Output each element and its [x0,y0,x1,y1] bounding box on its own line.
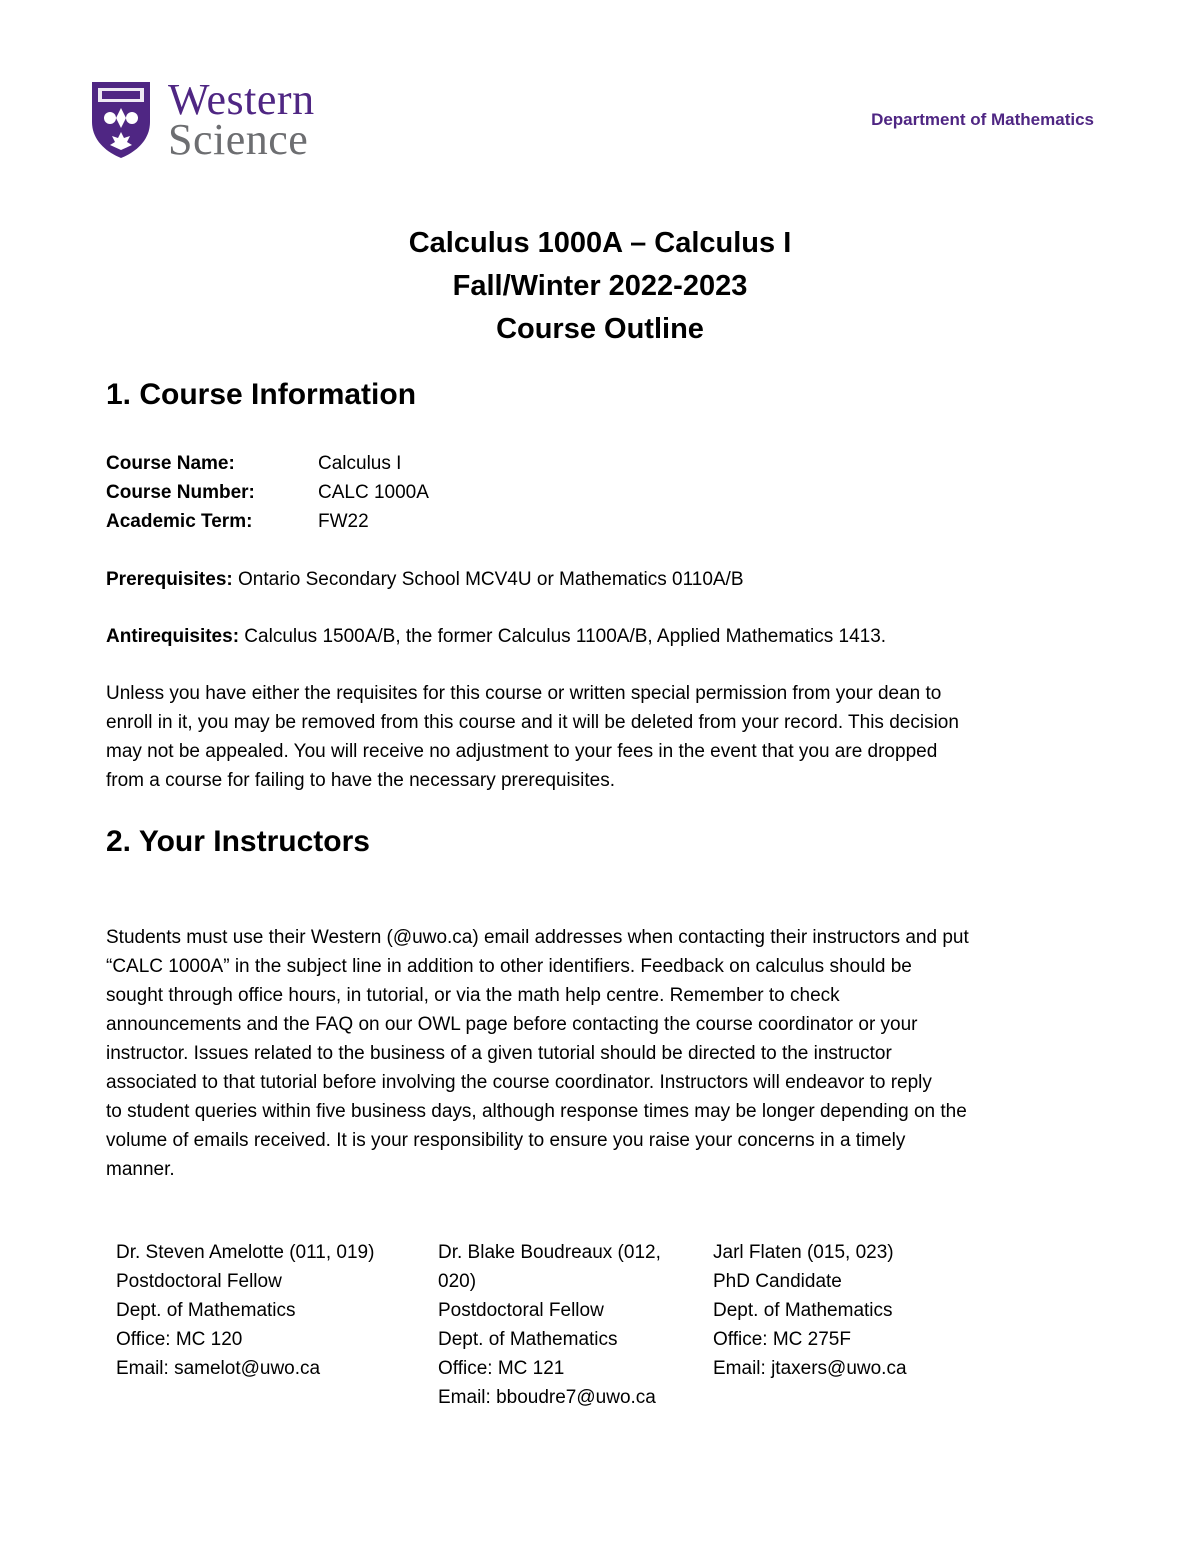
prerequisites-label: Prerequisites: [106,569,233,590]
instructor-office: Office: MC 121 [438,1358,565,1379]
info-row [106,449,429,478]
section-heading-instructors: 2. Your Instructors [106,825,370,858]
document-type: Course Outline [496,313,704,345]
info-row [106,478,429,507]
paragraph-line: from a course for failing to have the necessary prerequisites. [106,770,616,791]
info-label: Academic Term: [106,511,253,532]
instructor-department: Dept. of Mathematics [116,1300,296,1321]
instructor-card-amelotte [116,1238,426,1383]
instructor-name: Dr. Steven Amelotte (011, 019) [116,1242,375,1263]
paragraph-line: enroll in it, you may be removed from this course and it will be deleted from your record. This decision [106,712,959,733]
paragraph-line: Students must use their Western (@uwo.ca) email addresses when contacting their instructors and put [106,927,969,948]
info-label: Course Number: [106,482,255,503]
paragraph-line: to student queries within five business days, although response times may be longer depending on the [106,1101,967,1122]
info-row [106,507,429,536]
instructor-position: Postdoctoral Fellow [116,1271,282,1292]
department-label: Department of Mathematics [871,110,1094,129]
instructor-office: Office: MC 120 [116,1329,243,1350]
instructor-card-boudreaux [438,1238,700,1412]
course-title: Calculus 1000A – Calculus I [408,227,792,259]
paragraph-line: volume of emails received. It is your responsibility to ensure you raise your concerns in a timely [106,1130,906,1151]
section-heading-course-information: 1. Course Information [106,378,417,411]
info-value: FW22 [318,511,369,532]
instructor-card-flaten [713,1238,1013,1383]
info-label: Course Name: [106,453,235,474]
paragraph-line: manner. [106,1159,175,1180]
instructor-office: Office: MC 275F [713,1329,851,1350]
prerequisites-text: Ontario Secondary School MCV4U or Mathematics 0110A/B [232,569,744,590]
logo-word-western: Western [168,75,315,124]
instructor-email: Email: jtaxers@uwo.ca [713,1358,907,1379]
course-title-block [0,222,1200,351]
paragraph-line: associated to that tutorial before involving the course coordinator. Instructors will endeavor to reply [106,1072,932,1093]
paragraph-line: announcements and the FAQ on our OWL page before contacting the course coordinator or your [106,1014,918,1035]
paragraph-line: may not be appealed. You will receive no adjustment to your fees in the event that you are dropped [106,741,938,762]
paragraph-line: Unless you have either the requisites for this course or written special permission from your dean to [106,683,942,704]
instructor-department: Dept. of Mathematics [438,1329,618,1350]
course-term: Fall/Winter 2022-2023 [452,270,748,302]
instructor-position: Postdoctoral Fellow [438,1300,604,1321]
antirequisites-label: Antirequisites: [106,626,240,647]
info-value: CALC 1000A [318,482,429,503]
instructor-name: Dr. Blake Boudreaux (012, [438,1242,661,1263]
instructor-name-cont: 020) [438,1271,477,1292]
instructor-position: PhD Candidate [713,1271,842,1292]
antirequisites-text: Calculus 1500A/B, the former Calculus 1100A/B, Applied Mathematics 1413. [239,626,887,647]
requisites-notice-paragraph [106,679,1106,795]
instructor-email: Email: bboudre7@uwo.ca [438,1387,656,1408]
paragraph-line: “CALC 1000A” in the subject line in addition to other identifiers. Feedback on calculus should be [106,956,912,977]
western-science-logo [88,75,348,164]
instructor-name: Jarl Flaten (015, 023) [713,1242,894,1263]
western-shield-icon [88,78,154,160]
antirequisites-paragraph [106,622,1106,651]
info-value: Calculus I [318,453,402,474]
instructor-department: Dept. of Mathematics [713,1300,893,1321]
instructor-email: Email: samelot@uwo.ca [116,1358,321,1379]
paragraph-line: sought through office hours, in tutorial, or via the math help centre. Remember to check [106,985,840,1006]
course-info-table [106,449,429,536]
prerequisites-paragraph [106,565,1106,594]
logo-word-science: Science [168,115,309,164]
paragraph-line: instructor. Issues related to the business of a given tutorial should be directed to the instructor [106,1043,892,1064]
instructors-contact-paragraph [106,923,1116,1184]
